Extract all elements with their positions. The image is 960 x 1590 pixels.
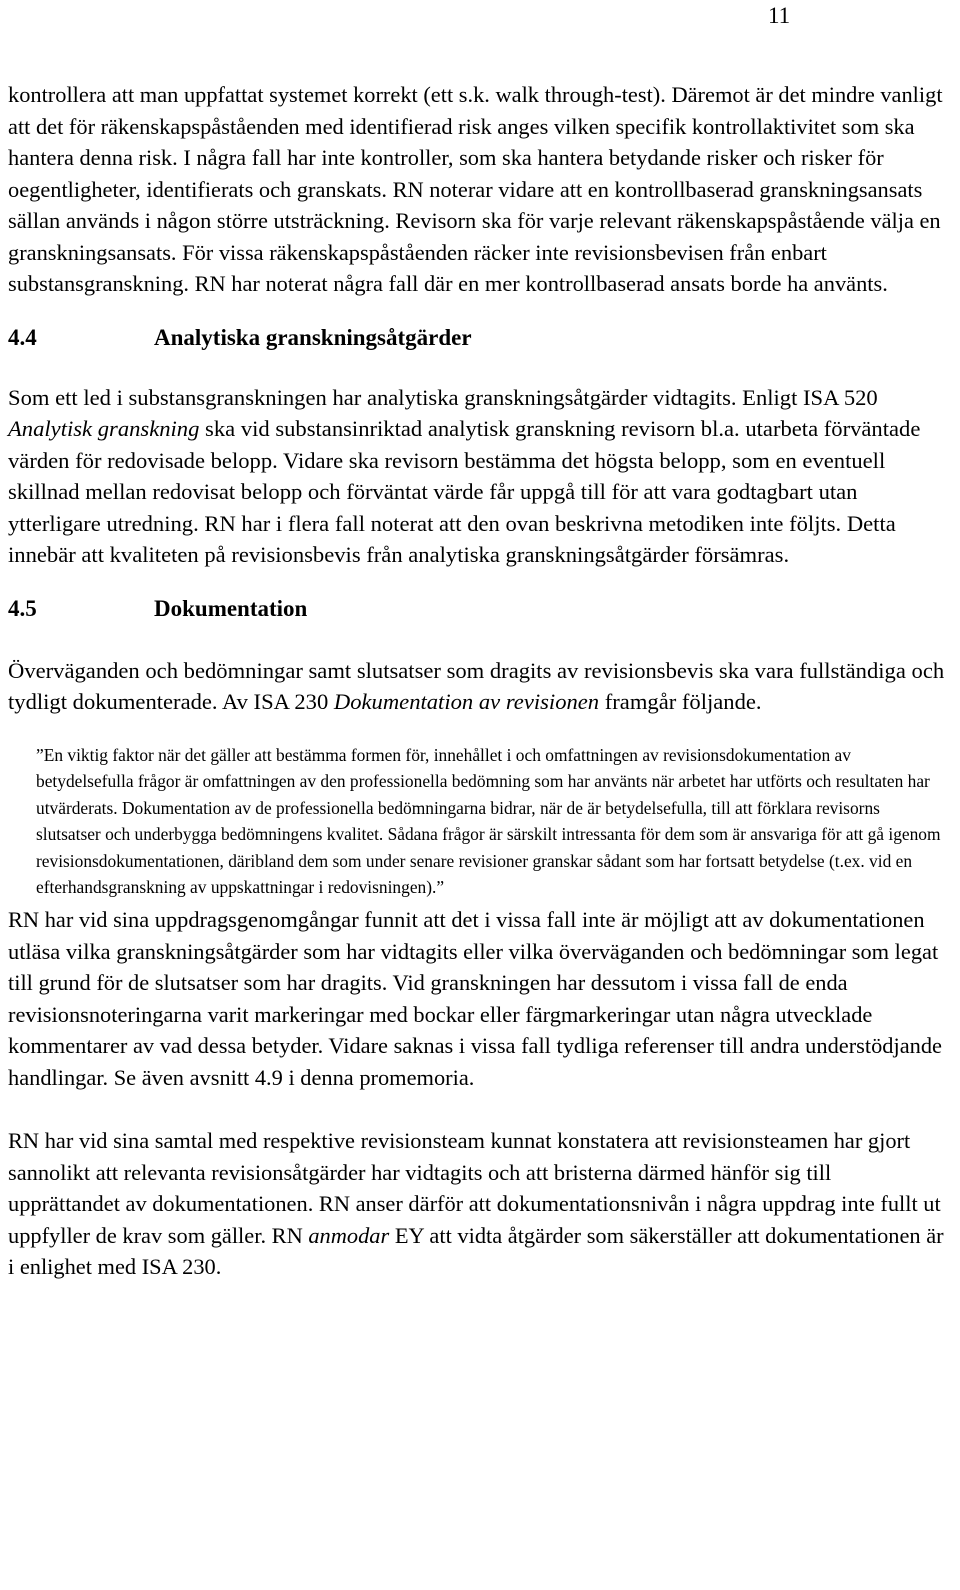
standard-title: Analytisk granskning	[8, 416, 200, 441]
section-4-5-heading	[8, 594, 948, 624]
section-title: Dokumentation	[154, 595, 308, 621]
analytical-review-paragraph: Som ett led i substansgranskningen har analytiska granskningsåtgärder vidtagits. Enligt ISA 520 Analytisk granskning ska vid substansinriktad analytisk granskning revisorn bl.a. utarbeta förväntade värden för redovisade belopp. Vidare ska revisorn bestämma det högsta belopp, som en eventuell skillnad mellan redovisat belopp och förväntat värde får uppgå till för att vara godtagbart utan ytterligare utredning. RN har i flera fall noterat att den ovan beskrivna metodiken inte följts. Detta innebär att kvaliteten på revisionsbevis från analytiska granskningsåtgärder försämras.	[8, 384, 921, 567]
document-body	[8, 79, 948, 1283]
emphasis: anmodar	[308, 1222, 390, 1248]
section-title: Analytiska granskningsåtgärder	[154, 324, 472, 350]
section-number: 4.5	[8, 595, 37, 621]
page-number: 11	[768, 3, 791, 28]
conclusion-paragraph: RN har vid sina samtal med respektive revisionsteam kunnat konstatera att revisionsteamen har gjort sannolikt att relevanta revisionsåtgärder har vidtagits och att bristerna därmed hänför sig till upprättandet av dokumentationen. RN anser därför att dokumentationsnivån i några uppdrag inte fullt ut uppfyller de krav som gäller. RN anmodar EY att vidta åtgärder som säkerställer att dokumentationen är i enlighet med ISA 230.	[8, 1128, 944, 1280]
intro-paragraph: kontrollera att man uppfattat systemet korrekt (ett s.k. walk through-test). Däremot är det mindre vanligt att det för räkenskapspåståenden med identifierad risk anges vilken specifik kontrollaktivitet som ska hantera denna risk. I några fall har inte kontroller, som ska hantera betydande risker och risker för oegentligheter, identifierats och granskats. RN noterar vidare att en kontrollbaserad granskningsansats sällan används i någon större utsträckning. Revisorn ska för varje relevant räkenskapspåstående välja en granskningsansats. För vissa räkenskapspåståenden räcker inte revisionsbevisen från enbart substansgranskning. RN har noterat några fall där en mer kontrollbaserad ansats borde ha använts.	[8, 82, 943, 296]
section-number: 4.4	[8, 324, 37, 350]
isa-230-quote: ”En viktig faktor när det gäller att bestämma formen för, innehållet i och omfattningen av revisionsdokumentation av betydelsefulla frågor är omfattningen av den professionella bedömning som har använts när arbetet har utförts och resultaten har utvärderats. Dokumentation av de professionella bedömningarna bidrar, när de är betydelsefulla, till att förklara revisorns slutsatser och underbygga bedömningens kvalitet. Sådana frågor är särskilt intressanta för dem som är ansvariga för att gå igenom revisionsdokumentationen, däribland dem som under senare revisioner granskar sådant som har fortsatt betydelse (t.ex. vid en efterhandsgranskning av uppskattningar i redovisningen).”	[36, 744, 941, 898]
findings-paragraph: RN har vid sina uppdragsgenomgångar funnit att det i vissa fall inte är möjligt att av dokumentationen utläsa vilka granskningsåtgärder som har vidtagits eller vilka överväganden och bedömningar som legat till grund för de slutsatser som har dragits. Vid granskningen har dessutom i vissa fall de enda revisionsnoteringarna varit markeringar med bockar eller färgmarkeringar utan några utvecklade kommentarer av vad dessa betyder. Vidare saknas i vissa fall tydliga referenser till andra understödjande handlingar. Se även avsnitt 4.9 i denna promemoria.	[8, 907, 942, 1090]
standard-title: Dokumentation av revisionen	[333, 689, 600, 714]
section-4-4-heading	[8, 323, 948, 353]
documentation-intro-paragraph: Överväganden och bedömningar samt slutsatser som dragits av revisionsbevis ska vara fullständiga och tydligt dokumenterade. Av ISA 230 Dokumentation av revisionen framgår följande.	[8, 657, 945, 714]
